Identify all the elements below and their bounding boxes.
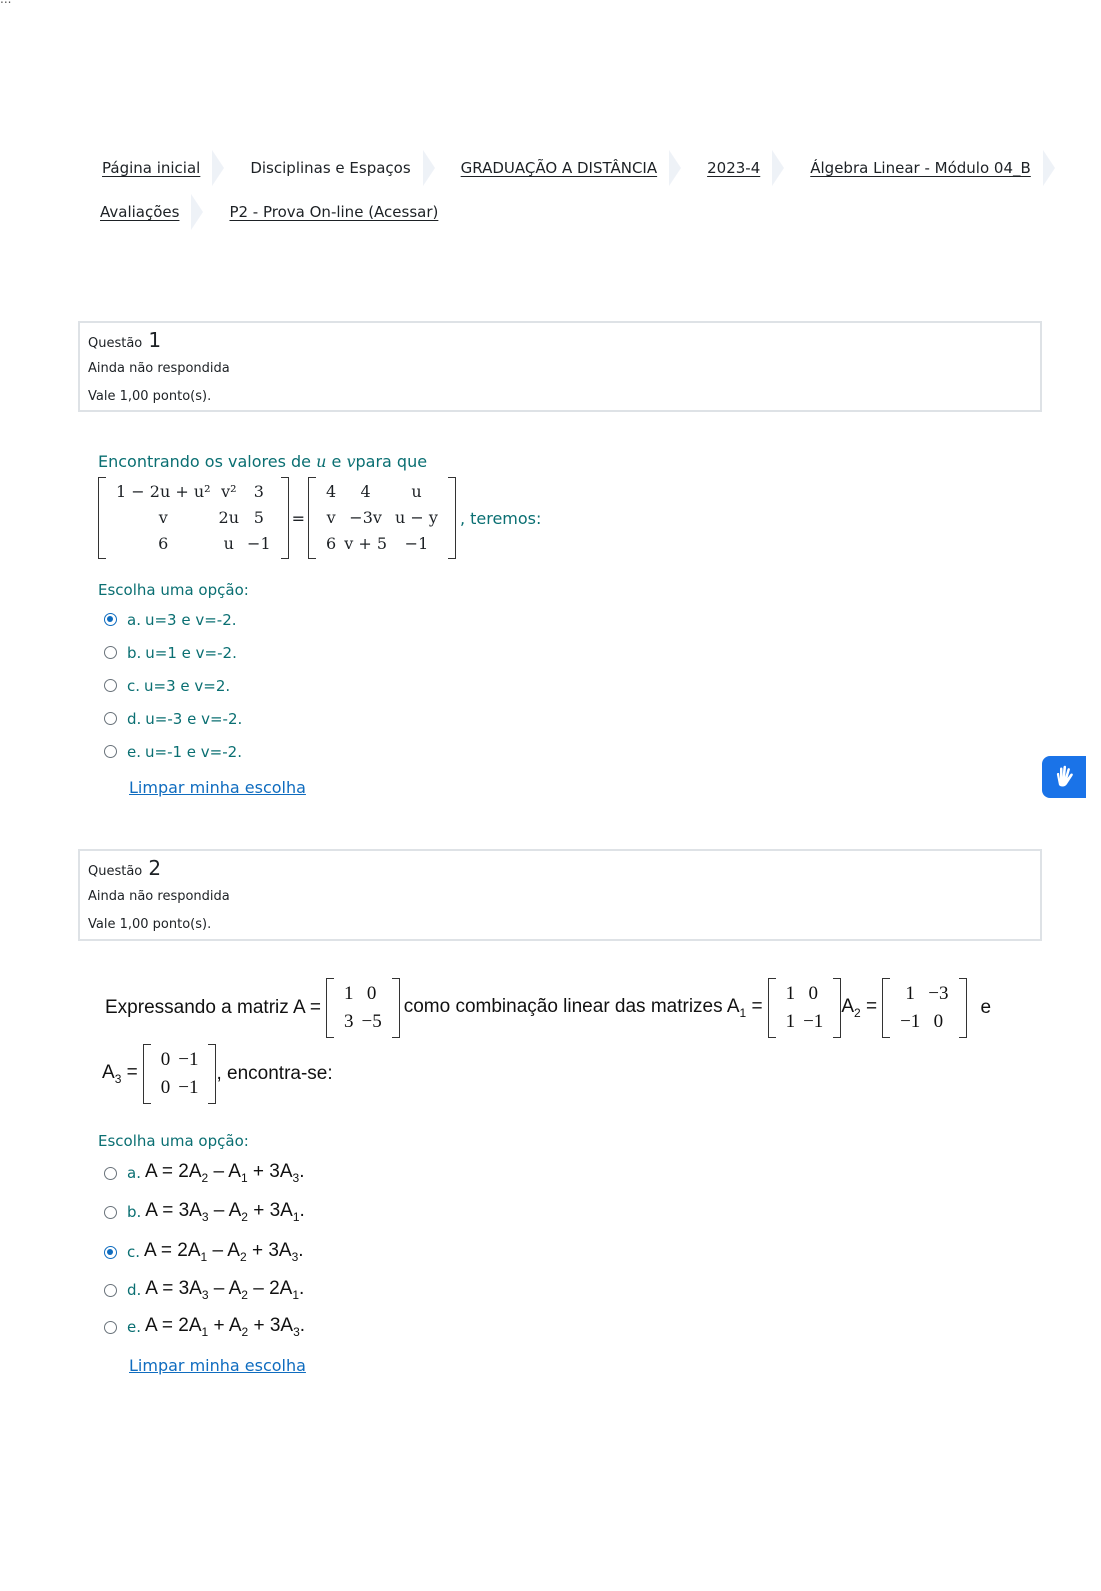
q2-A1-cell: 0: [808, 983, 818, 1004]
q1-option-d[interactable]: [98, 702, 1048, 735]
opt-sub: 2: [239, 1249, 247, 1264]
option-text: [144, 1240, 304, 1264]
radio-checked-icon[interactable]: [104, 1246, 117, 1259]
opt-sub: 1: [201, 1324, 209, 1339]
radio-checked-icon[interactable]: [104, 613, 117, 626]
question-2-state: Ainda não respondida: [88, 889, 230, 904]
breadcrumb-link-course[interactable]: Álgebra Linear - Módulo 04_B: [810, 159, 1031, 177]
breadcrumb-item-avaliacoes[interactable]: [92, 194, 219, 230]
opt-sub: 3: [201, 1287, 209, 1302]
q2-sub-1: 1: [739, 1005, 747, 1020]
question-2-grade: Vale 1,00 ponto(s).: [88, 917, 212, 932]
option-text: [145, 1278, 304, 1302]
question-number: 1: [148, 328, 162, 352]
breadcrumb-item-quiz[interactable]: [219, 194, 450, 230]
option-letter: c.: [127, 676, 141, 695]
option-letter: b.: [127, 1203, 142, 1221]
q2-matrix-A1: [768, 978, 842, 1038]
opt-part: + 3A: [248, 1315, 294, 1337]
breadcrumb-item-graduacao[interactable]: [451, 150, 697, 186]
option-text: [145, 1315, 305, 1339]
opt-part: + 3A: [247, 1200, 293, 1222]
opt-part: + 3A: [247, 1161, 293, 1183]
q1-left-cell: v: [158, 508, 168, 527]
breadcrumb-link-avaliacoes[interactable]: Avaliações: [100, 203, 180, 221]
opt-sub: 2: [201, 1170, 209, 1185]
q1-text-suffix: para que: [355, 452, 428, 471]
q1-left-cell: 1 − 2u + u²: [116, 482, 211, 501]
radio-unchecked-icon[interactable]: [104, 1284, 117, 1297]
breadcrumb-item-home[interactable]: [92, 150, 240, 186]
q1-right-cell: u − y: [395, 508, 438, 527]
question-1-grade: Vale 1,00 ponto(s).: [88, 389, 212, 404]
opt-sub: 2: [241, 1324, 249, 1339]
q2-choose-prompt: Escolha uma opção:: [98, 1132, 249, 1150]
q1-right-cell: u: [411, 482, 422, 501]
q2-A-cell: 1: [343, 983, 354, 1004]
opt-sub: 1: [292, 1209, 300, 1224]
q2-text-2: [404, 996, 763, 1020]
opt-sub: 1: [240, 1170, 248, 1185]
question-2-formulation: [98, 978, 1052, 1375]
q1-var-v: v: [346, 452, 356, 471]
q2-A-cell: −5: [361, 1011, 382, 1032]
q1-right-cell: 4: [326, 482, 337, 501]
q1-choose-prompt: Escolha uma opção:: [98, 581, 249, 599]
q2-option-e[interactable]: [98, 1308, 1052, 1346]
breadcrumb-item-course[interactable]: [800, 150, 1071, 186]
q1-left-cell: 5: [253, 508, 264, 527]
opt-part: A = 2A: [144, 1161, 202, 1183]
breadcrumb-row-1: [92, 150, 1072, 186]
question-1-matrix-equation: [98, 477, 1048, 559]
question-label: Questão: [88, 336, 143, 351]
breadcrumb-link-home[interactable]: Página inicial: [102, 159, 201, 177]
opt-sub: 3: [292, 1170, 300, 1185]
option-letter: b.: [127, 643, 142, 662]
q1-right-cell: −1: [404, 534, 429, 553]
q1-matrix-right: [308, 477, 456, 559]
q2-text-1: Expressando a matriz A =: [105, 997, 321, 1018]
corner-dots: [0, 0, 11, 6]
q1-after-matrix-text: , teremos:: [459, 508, 542, 528]
question-1-formulation: [98, 452, 1048, 797]
q2-text-3: =: [746, 996, 763, 1018]
q2-text-line-2: [102, 1044, 1052, 1104]
radio-unchecked-icon[interactable]: [104, 1321, 117, 1334]
q1-var-u: u: [316, 452, 327, 471]
q1-equals-sign: =: [291, 508, 306, 528]
q2-text-7: [102, 1062, 138, 1086]
q2-sub-2: 2: [854, 1005, 861, 1020]
q2-text-7a: A: [102, 1062, 115, 1084]
option-letter: a.: [127, 610, 141, 629]
option-letter: d.: [127, 1281, 142, 1299]
opt-part: .: [299, 1161, 305, 1183]
chevron-right-icon: [669, 150, 681, 186]
q1-matrix-left: [98, 477, 289, 559]
q1-clear-choice-link[interactable]: Limpar minha escolha: [129, 778, 306, 797]
option-text: u=3 e v=-2.: [144, 610, 237, 629]
opt-sub: 1: [292, 1287, 300, 1302]
question-label: Questão: [88, 864, 143, 879]
question-1-number: [88, 329, 1032, 355]
question-1-info: [78, 321, 1042, 412]
q1-right-cell: 4: [360, 482, 371, 501]
q1-option-c[interactable]: [98, 669, 1048, 702]
question-number: 2: [148, 856, 162, 880]
q2-A2-cell: 0: [933, 1011, 944, 1032]
q1-text-and: e: [331, 452, 342, 471]
opt-part: A = 3A: [145, 1278, 202, 1300]
question-1-state: Ainda não respondida: [88, 361, 230, 376]
q2-option-a[interactable]: [98, 1154, 1052, 1192]
option-letter: d.: [127, 709, 142, 728]
opt-sub: 3: [201, 1209, 209, 1224]
q2-text-4a: A: [841, 996, 854, 1018]
q1-left-cell: 3: [253, 482, 264, 501]
q2-A3-cell: 0: [160, 1077, 171, 1098]
q2-A2-cell: −3: [928, 983, 949, 1004]
opt-part: – A: [208, 1161, 241, 1183]
opt-part: – 2A: [247, 1278, 293, 1300]
radio-unchecked-icon[interactable]: [104, 1206, 117, 1219]
q1-options: [98, 603, 1048, 768]
q1-option-a[interactable]: [98, 603, 1048, 636]
q2-matrix-A: [326, 978, 400, 1038]
chevron-right-icon: [212, 150, 224, 186]
q2-A2-cell: −1: [900, 1011, 921, 1032]
q2-A2-cell: 1: [905, 983, 915, 1004]
breadcrumb-text-disciplinas: Disciplinas e Espaços: [250, 159, 411, 177]
breadcrumb-row-2: [92, 194, 1072, 230]
breadcrumb-item-disciplinas: [240, 150, 450, 186]
q2-option-b[interactable]: [98, 1192, 1052, 1232]
q1-left-cell: v²: [221, 482, 237, 501]
option-letter: c.: [127, 1243, 141, 1261]
q2-A3-cell: −1: [178, 1049, 199, 1070]
opt-part: .: [298, 1240, 304, 1262]
q1-option-b[interactable]: [98, 636, 1048, 669]
q2-A-cell: 3: [343, 1011, 354, 1032]
q2-text-6: e: [980, 997, 992, 1018]
question-2-number: [88, 857, 1032, 883]
option-text: [145, 1161, 305, 1185]
radio-unchecked-icon[interactable]: [104, 1167, 117, 1180]
sign-language-hand-icon: [1050, 763, 1078, 791]
question-2-info: [78, 849, 1042, 941]
breadcrumb-link-term[interactable]: 2023-4: [707, 159, 761, 177]
q2-matrix-A3: [143, 1044, 217, 1104]
option-text: u=3 e v=2.: [144, 676, 231, 695]
option-letter: a.: [127, 1164, 141, 1182]
breadcrumb-item-term[interactable]: [697, 150, 800, 186]
q2-text-8: =: [121, 1062, 138, 1084]
opt-sub: 3: [291, 1249, 299, 1264]
q2-option-d[interactable]: [98, 1272, 1052, 1308]
option-letter: e.: [127, 1318, 141, 1336]
option-text: u=-1 e v=-2.: [145, 742, 242, 761]
option-text: u=-3 e v=-2.: [145, 709, 243, 728]
chevron-right-icon: [423, 150, 435, 186]
opt-part: .: [299, 1200, 305, 1222]
q2-A1-cell: 1: [785, 983, 796, 1004]
q1-left-cell: 6: [158, 534, 169, 553]
q2-A-cell: 0: [366, 983, 377, 1004]
q2-text-line-1: [102, 978, 1052, 1038]
q1-option-e[interactable]: [98, 735, 1048, 768]
q2-option-c[interactable]: [98, 1232, 1052, 1272]
q1-right-cell: −3v: [349, 508, 382, 527]
opt-sub: 1: [200, 1249, 208, 1264]
radio-unchecked-icon[interactable]: [104, 679, 117, 692]
q1-left-cell: −1: [247, 534, 271, 553]
chevron-right-icon: [1043, 150, 1055, 186]
opt-part: – A: [208, 1278, 242, 1300]
option-text: [145, 1200, 305, 1224]
radio-unchecked-icon[interactable]: [104, 712, 117, 725]
q1-right-cell: v + 5: [344, 534, 388, 553]
breadcrumb: [92, 150, 1072, 238]
accessibility-button[interactable]: [1042, 756, 1086, 798]
option-text: u=1 e v=-2.: [145, 643, 237, 662]
q2-text-5: =: [860, 996, 878, 1018]
chevron-right-icon: [191, 194, 203, 230]
opt-sub: 3: [293, 1324, 300, 1339]
opt-part: – A: [207, 1240, 240, 1262]
opt-part: A = 2A: [144, 1240, 201, 1262]
q2-A1-cell: 1: [785, 1011, 796, 1032]
chevron-right-icon: [772, 150, 784, 186]
opt-sub: 2: [241, 1209, 248, 1224]
breadcrumb-link-graduacao[interactable]: GRADUAÇÃO A DISTÂNCIA: [460, 159, 658, 177]
option-letter: e.: [127, 742, 141, 761]
q1-text-prefix: Encontrando os valores de: [98, 452, 312, 471]
q2-text-9: , encontra-se:: [216, 1063, 333, 1084]
opt-sub: 2: [241, 1287, 248, 1302]
opt-part: A = 2A: [145, 1315, 202, 1337]
q2-A3-cell: −1: [178, 1077, 199, 1098]
q2-text-4: [841, 996, 877, 1020]
q2-A1-cell: −1: [803, 1011, 824, 1032]
question-1-text: [98, 452, 1048, 471]
opt-part: .: [299, 1278, 305, 1300]
q2-text-2a: como combinação linear das matrizes A: [403, 996, 740, 1018]
opt-part: .: [299, 1315, 306, 1337]
q1-right-cell: 6: [326, 534, 337, 553]
radio-unchecked-icon[interactable]: [104, 745, 117, 758]
q2-A3-cell: 0: [160, 1049, 171, 1070]
opt-part: + A: [208, 1315, 242, 1337]
q1-left-cell: 2u: [218, 508, 240, 527]
opt-part: – A: [208, 1200, 242, 1222]
q1-left-cell: u: [223, 534, 234, 553]
q2-options: [98, 1154, 1052, 1346]
q2-sub-3: 3: [114, 1071, 122, 1086]
opt-part: + 3A: [246, 1240, 292, 1262]
q2-clear-choice-link[interactable]: Limpar minha escolha: [129, 1356, 306, 1375]
q2-matrix-A2: [882, 978, 966, 1038]
q1-right-cell: v: [326, 508, 336, 527]
radio-unchecked-icon[interactable]: [104, 646, 117, 659]
opt-part: A = 3A: [145, 1200, 202, 1222]
breadcrumb-link-quiz[interactable]: P2 - Prova On-line (Acessar): [229, 203, 439, 221]
